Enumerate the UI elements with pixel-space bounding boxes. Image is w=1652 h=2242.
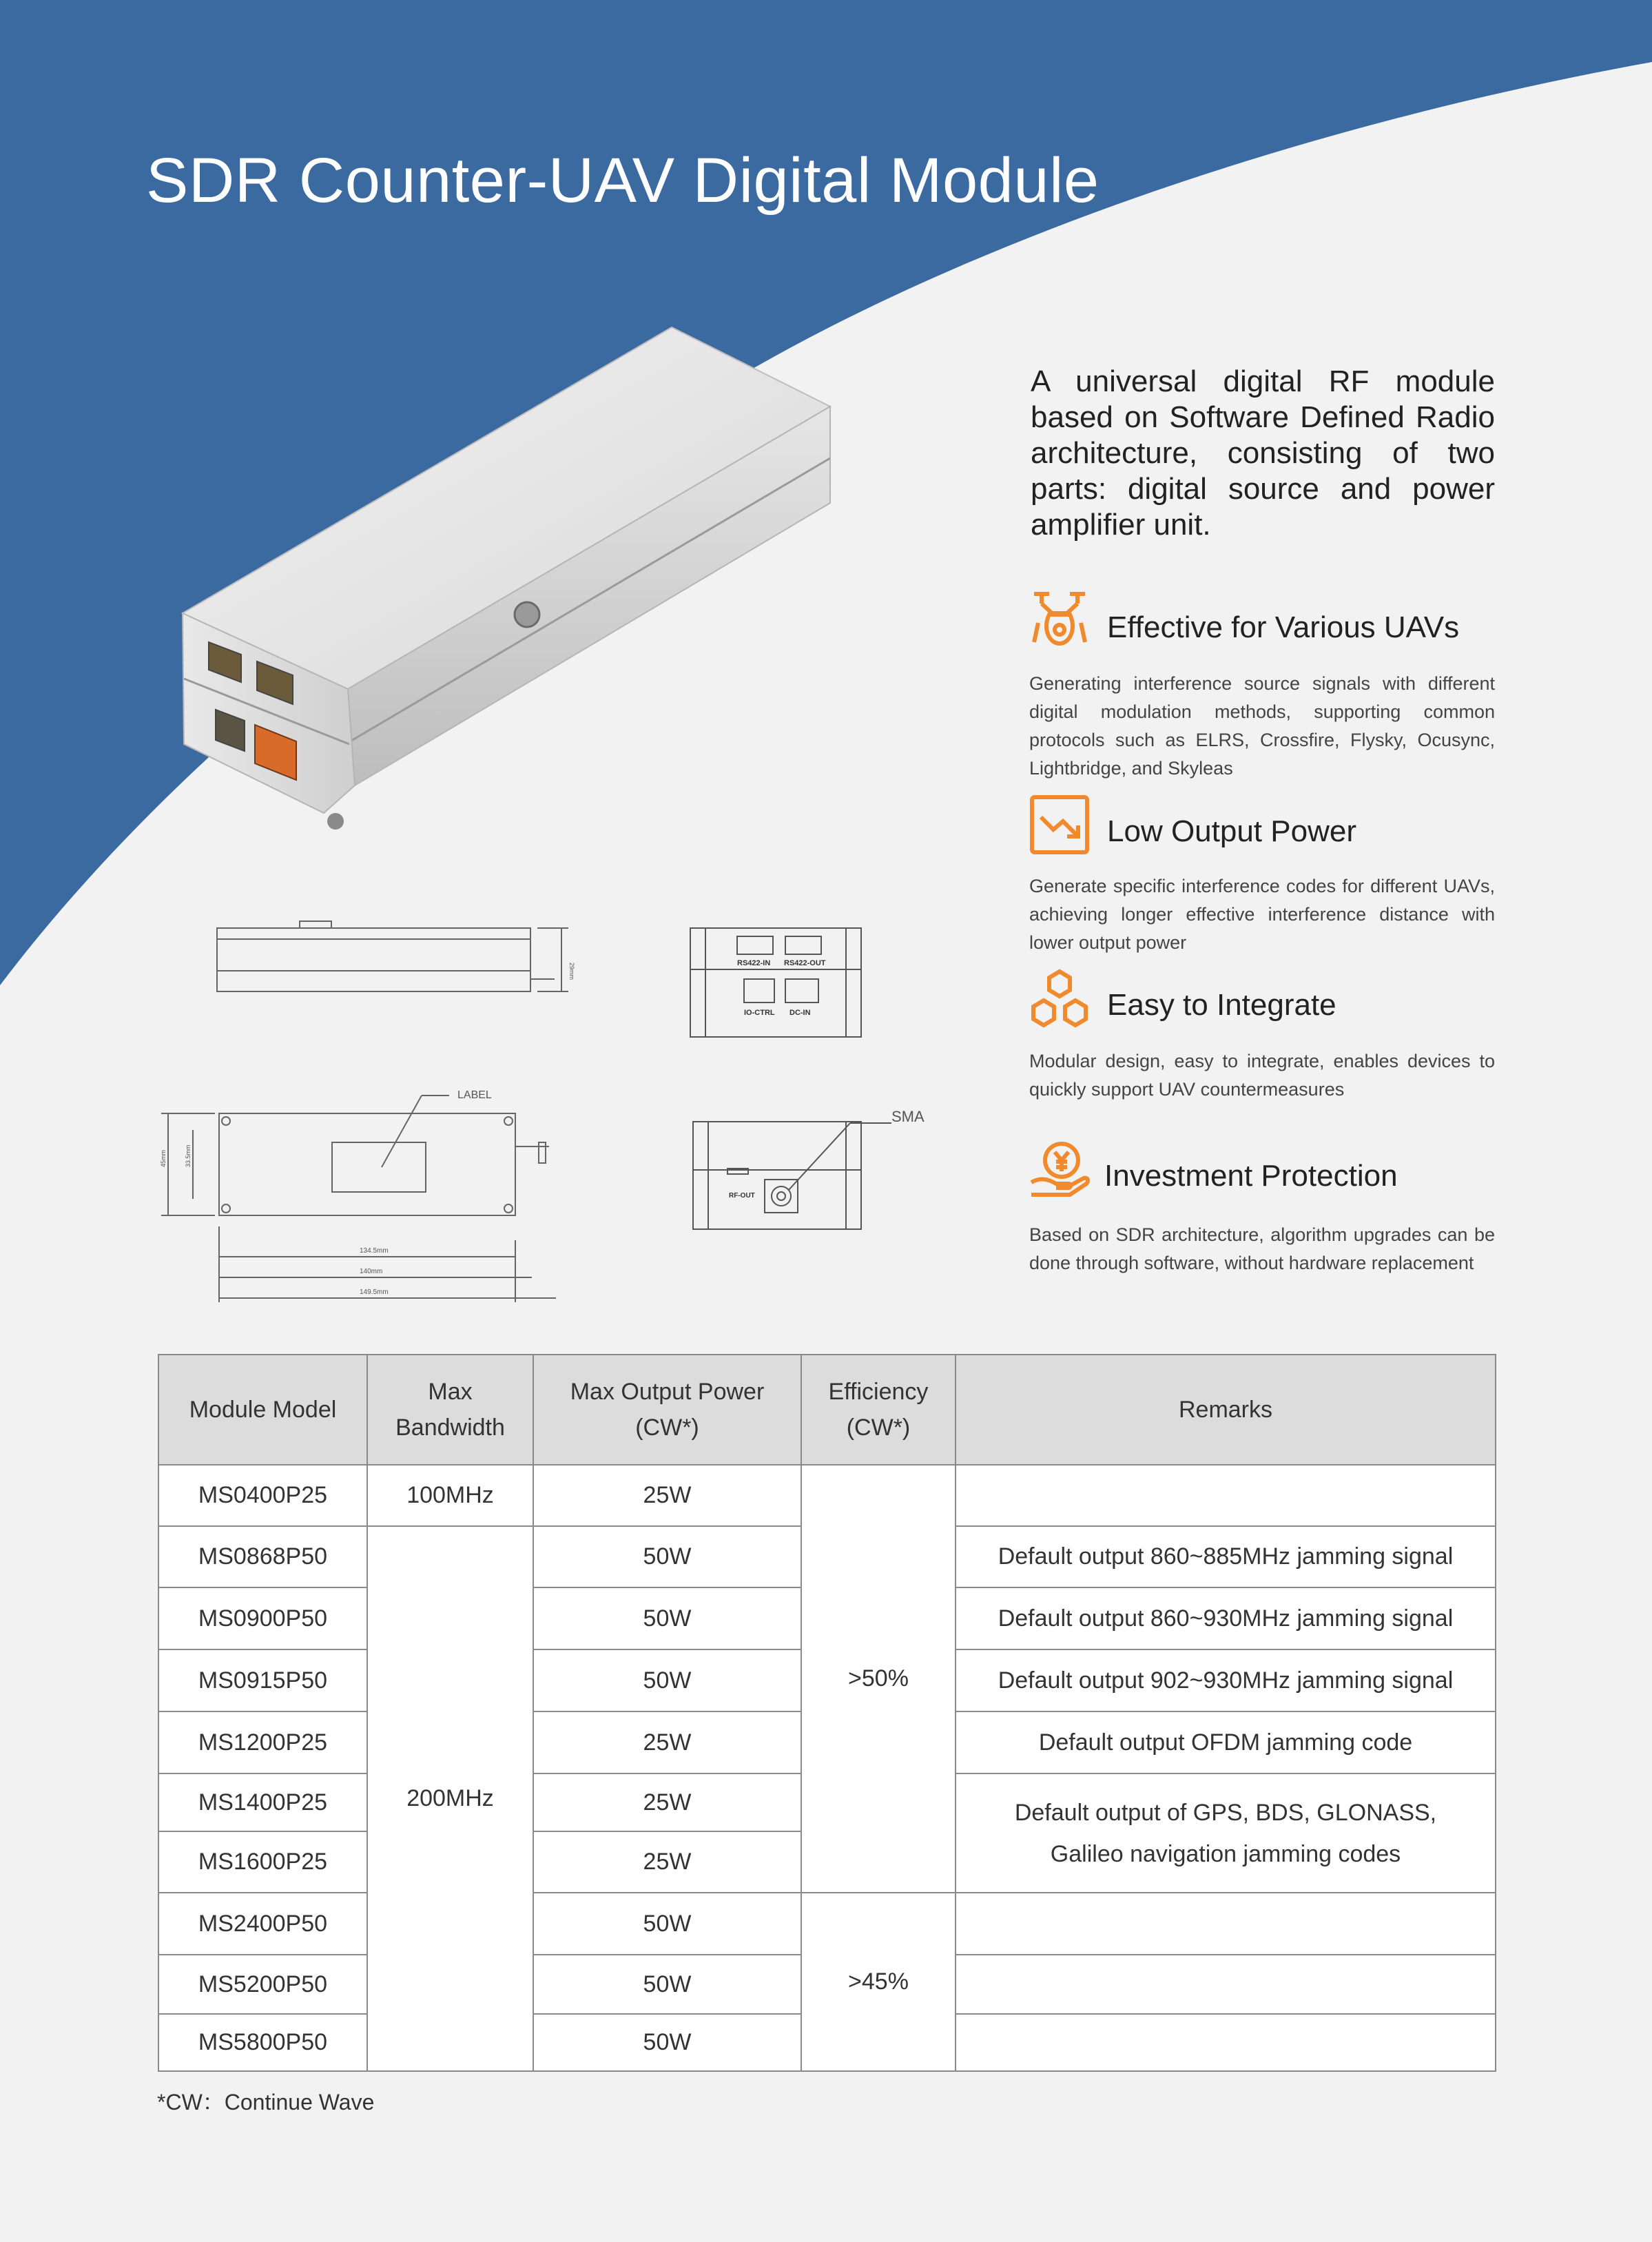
drone-icon [1029,587,1091,649]
feature-title-low-power: Low Output Power [1107,814,1356,848]
height-dimension: 29mm [568,963,575,980]
table-header-row [158,1355,1496,1465]
power-cell: 50W [533,2014,801,2071]
modules-icon [1029,967,1091,1029]
page-title: SDR Counter-UAV Digital Module [146,145,1099,216]
dimension-149: 149.5mm [360,1288,389,1296]
footnote: *CW：Continue Wave [157,2090,375,2115]
header-model: Module Model [158,1355,367,1465]
rf-out-label: RF-OUT [729,1192,755,1200]
connector-label-io-ctrl: IO-CTRL [744,1009,775,1017]
remarks-cell [956,1465,1496,1526]
remarks-cell [956,1955,1496,2014]
header-remarks: Remarks [956,1355,1496,1465]
sma-label: SMA [891,1109,925,1125]
model-cell: MS0400P25 [158,1465,367,1526]
connector-label-rs422-in: RS422-IN [737,959,771,967]
connector-label-rs422-out: RS422-OUT [784,959,826,967]
feature-desc-investment: Based on SDR architecture, algorithm upgrades can be done through software, without hardware replacement [1029,1224,1495,1273]
model-cell: MS1200P25 [158,1711,367,1773]
connector-view-drawing [689,927,863,1038]
model-cell: MS0900P50 [158,1587,367,1649]
power-cell: 50W [533,1526,801,1587]
feature-desc-low-power: Generate specific interference codes for different UAVs, achieving longer effective interference distance with lower output power [1029,876,1495,953]
power-cell: 25W [533,1711,801,1773]
feature-desc-integrate: Modular design, easy to integrate, enables devices to quickly support UAV countermeasures [1029,1051,1495,1100]
dimension-134: 134.5mm [360,1247,389,1255]
rf-out-view-drawing [692,1109,926,1231]
remarks-cell: Default output 860~885MHz jamming signal [956,1526,1496,1587]
model-cell: MS0915P50 [158,1649,367,1711]
power-cell: 50W [533,1893,801,1955]
power-cell: 50W [533,1649,801,1711]
top-view-drawing [160,1082,573,1309]
bandwidth-cell: 200MHz [367,1526,533,2071]
model-cell: MS2400P50 [158,1893,367,1955]
bandwidth-cell: 100MHz [367,1465,533,1526]
efficiency-cell: >45% [801,1893,956,2071]
label-callout: LABEL [457,1089,492,1101]
feature-desc-various-uavs: Generating interference source signals with different digital modulation methods, supporting common protocols such as ELRS, Crossfire, Flysky, Ocusync, Lightbridge, and Skyleas [1029,673,1495,779]
power-cell: 25W [533,1831,801,1893]
power-cell: 50W [533,1955,801,2014]
intro-text: A universal digital RF module based on Software Defined Radio architecture, consisting of two parts: digital source and power amplifier unit. [1031,364,1495,542]
remarks-cell [956,1893,1496,1955]
remarks-cell: Default output 860~930MHz jamming signal [956,1587,1496,1649]
remarks-cell [956,2014,1496,2071]
feature-title-integrate: Easy to Integrate [1107,988,1336,1022]
header-power: Max Output Power (CW*) [533,1355,801,1465]
power-cell: 25W [533,1773,801,1831]
model-cell: MS1600P25 [158,1831,367,1893]
dimension-45: 45mm [160,1149,167,1167]
model-cell: MS5800P50 [158,2014,367,2071]
yen-hand-icon [1029,1138,1091,1200]
chart-down-icon [1029,794,1091,856]
model-cell: MS0868P50 [158,1526,367,1587]
dimension-140: 140mm [360,1268,383,1275]
table-row [158,1893,1496,1955]
power-cell: 50W [533,1587,801,1649]
dimension-33: 33.5mm [185,1144,192,1167]
power-cell: 25W [533,1465,801,1526]
spec-table [158,1354,1496,2072]
remarks-cell: Default output of GPS, BDS, GLONASS, Galileo navigation jamming codes [956,1773,1496,1893]
remarks-cell: Default output 902~930MHz jamming signal [956,1649,1496,1711]
model-cell: MS5200P50 [158,1955,367,2014]
connector-label-dc-in: DC-IN [789,1009,811,1017]
side-view-drawing [210,920,575,1002]
model-cell: MS1400P25 [158,1773,367,1831]
feature-title-various-uavs: Effective for Various UAVs [1107,610,1460,644]
product-image [148,303,861,847]
efficiency-cell: >50% [801,1465,956,1893]
header-bandwidth: Max Bandwidth [367,1355,533,1465]
table-row [158,1465,1496,1526]
header-efficiency: Efficiency (CW*) [801,1355,956,1465]
feature-title-investment: Investment Protection [1104,1159,1398,1193]
remarks-cell: Default output OFDM jamming code [956,1711,1496,1773]
